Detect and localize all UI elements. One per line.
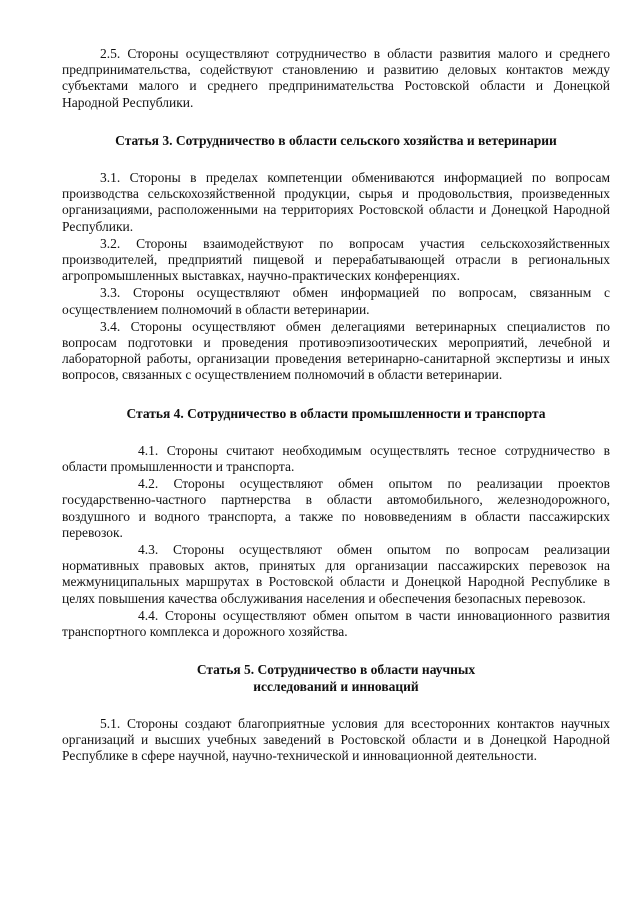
paragraph-3-2: 3.2. Стороны взаимодействуют по вопросам участия сельскохозяйственных производителей, предприятий пищевой и перерабатывающей отрасли в региональных агропромышленных выставках, научно-практических конференциях. [62,235,610,284]
paragraph-5-1: 5.1. Стороны создают благоприятные условия для всесторонних контактов научных организаций и высших учебных заведений в Ростовской области и в Донецкой Народной Республике в сфере научной, научно-технической и инновационной деятельности. [62,715,610,764]
paragraph-3-4: 3.4. Стороны осуществляют обмен делегациями ветеринарных специалистов по вопросам подготовки и проведения противоэпизоотических мероприятий, лечебной и лабораторной работы, организации проведения ветеринарно-санитарной экспертизы и иных вопросов, связанных с осуществлением полномочий в области ветеринарии. [62,318,610,383]
document-body [62,46,610,765]
article-5-heading-line-2: исследований и инноваций [253,678,419,694]
paragraph-4-2: 4.2. Стороны осуществляют обмен опытом по реализации проектов государственно-частного партнерства в области автомобильного, железнодорожного, воздушного и водного транспорта, а также по нововведениям в области пассажирских перевозок. [62,476,610,540]
paragraph-3-1: 3.1. Стороны в пределах компетенции обмениваются информацией по вопросам производства сельскохозяйственной продукции, сырья и продовольствия, произведенных организациями, расположенными на территориях Ростовской области и Донецкой Народной Республики. [62,170,610,234]
article-4-heading: Статья 4. Сотрудничество в области промышленности и транспорта [126,405,546,421]
paragraph-4-3: 4.3. Стороны осуществляют обмен опытом по вопросам реализации нормативных правовых актов, принятых для организации пассажирских перевозок на межмуниципальных маршрутах в Ростовской области и Донецкой Народной Республике в целях повышения качества обслуживания населения и обеспечения безопасных перевозок. [62,542,610,606]
paragraph-4-1: 4.1. Стороны считают необходимым осуществлять тесное сотрудничество в области промышленности и транспорта. [62,442,610,475]
article-5-heading-line-1: Статья 5. Сотрудничество в области научных [196,662,476,678]
paragraph-2-5: 2.5. Стороны осуществляют сотрудничество в области развития малого и среднего предпринимательства, содействуют становлению и развитию деловых контактов между субъектами малого и среднего предпринимательства Ростовской области и Донецкой Народной Республики. [62,46,610,110]
article-5-heading [62,662,610,694]
paragraph-3-3: 3.3. Стороны осуществляют обмен информацией по вопросам, связанным с осуществлением полномочий в области ветеринарии. [62,285,610,317]
article-3-heading: Статья 3. Сотрудничество в области сельского хозяйства и ветеринарии [115,132,557,148]
paragraph-4-4: 4.4. Стороны осуществляют обмен опытом в части инновационного развития транспортного комплекса и дорожного хозяйства. [62,607,610,640]
